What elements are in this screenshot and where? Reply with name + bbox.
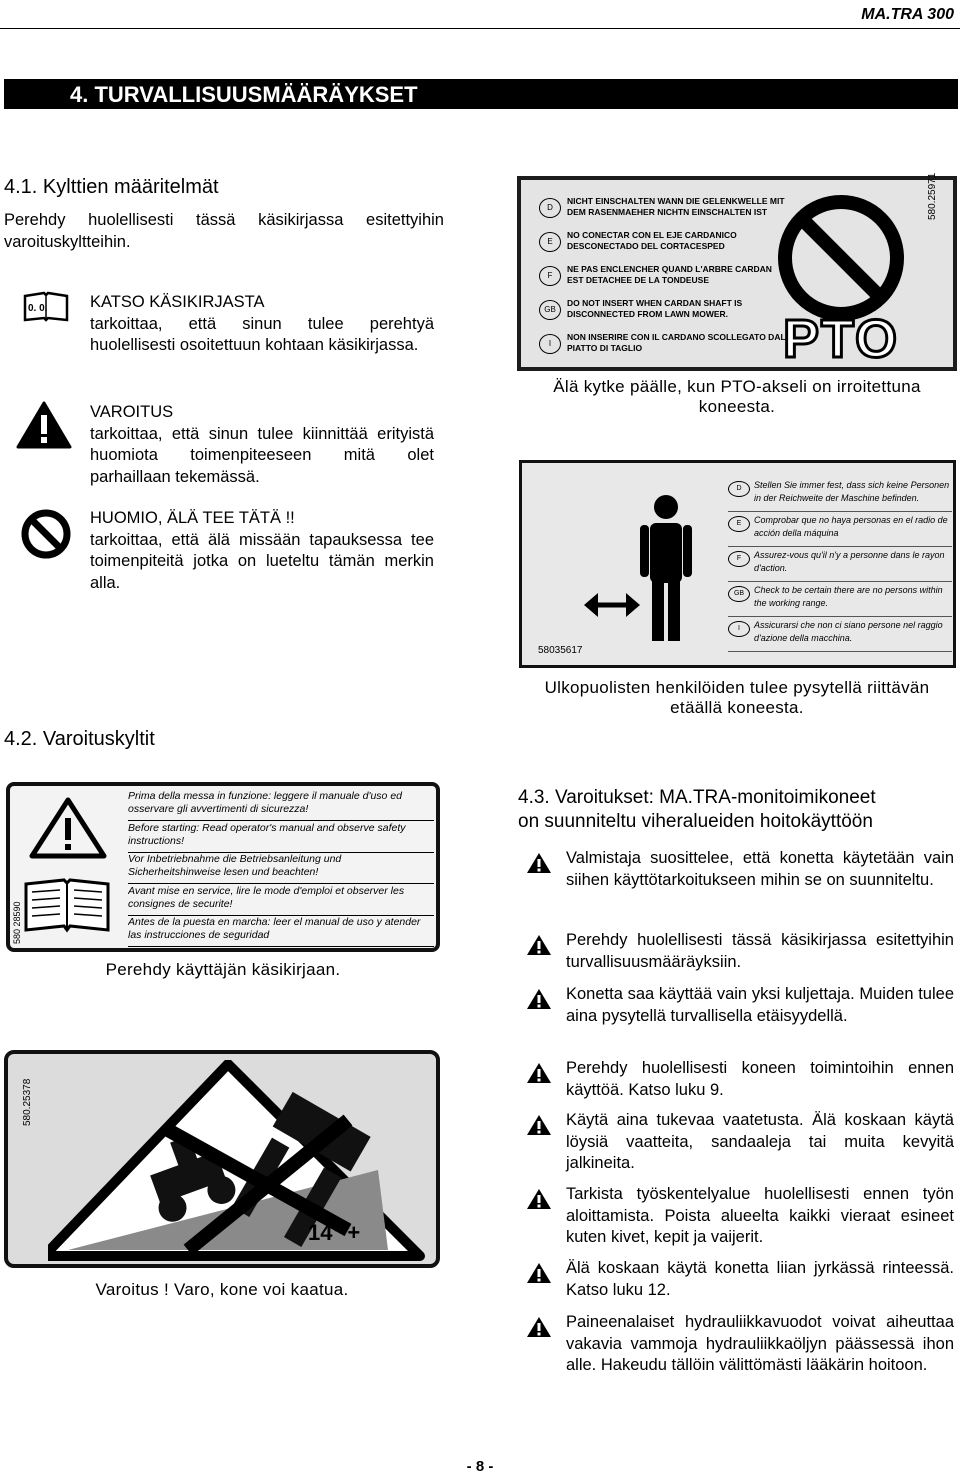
language-code-badge: GB <box>728 586 750 602</box>
warning-bullet-text: Perehdy huolellisesti tässä käsikirjassa esitettyihin turvallisuusmääräyksiin. <box>566 931 954 971</box>
distance-line-text: Stellen Sie immer fest, dass sich keine Personen in der Reichweite der Maschine befinden. <box>754 480 950 503</box>
subsection-4-1-title: 4.1. Kylttien määritelmät <box>4 176 219 198</box>
manual-sign-caption: Perehdy käyttäjän käsikirjaan. <box>105 960 341 979</box>
distance-sign-caption: Ulkopuolisten henkilöiden tulee pysytellä riittävän etäällä koneesta. <box>544 678 930 717</box>
manual-warning-sign <box>6 782 440 952</box>
distance-sign-line <box>728 512 952 547</box>
subsection-4-3-title-line1: 4.3. Varoitukset: MA.TRA-monitoimikoneet <box>518 787 876 808</box>
warning-bullet-text: Perehdy huolellisesti koneen toimintoihin ennen käyttöä. Katso luku 9. <box>566 1059 954 1099</box>
warning-triangle-icon <box>526 1114 552 1136</box>
distance-sign-lines <box>728 477 952 659</box>
distance-sign-line <box>728 477 952 512</box>
distance-part-number: 58035617 <box>538 645 583 656</box>
warning-triangle-icon <box>526 934 552 956</box>
warning-triangle-icon <box>526 1188 552 1210</box>
item-2-text: tarkoittaa, että sinun tulee kiinnittää erityistä huomiota toimenpiteeseen mitä olet parhaillaan tekemässä. <box>90 424 434 486</box>
manual-part-number: 580 28590 <box>12 901 22 944</box>
item-2 <box>90 402 434 488</box>
subsection-4-3-title <box>518 786 958 834</box>
manual-sign-lines <box>128 790 434 948</box>
section-title-bar <box>4 79 958 109</box>
tipover-sign-caption: Varoitus ! Varo, kone voi kaatua. <box>95 1280 349 1299</box>
pto-big-label: PTO <box>783 309 900 369</box>
language-code-badge: D <box>539 198 561 218</box>
item-2-title: VAROITUS <box>90 403 174 421</box>
warning-triangle-icon <box>526 1262 552 1284</box>
distance-warning-sign <box>519 460 956 668</box>
tipover-warning-sign <box>4 1050 440 1268</box>
section-title: 4. TURVALLISUUSMÄÄRÄYKSET <box>70 82 418 107</box>
manual-sign-line: Antes de la puesta en marcha: leer el manual de uso y atender las instrucciones de seguridad <box>128 916 434 947</box>
item-1 <box>90 292 434 357</box>
item-3-title: HUOMIO, ÄLÄ TEE TÄTÄ !! <box>90 509 295 527</box>
pto-sign-line <box>539 194 789 226</box>
item-3-text: tarkoittaa, että älä missään tapauksessa tee toimenpiteitä jotka on lueteltu tämän merkin alla. <box>90 530 434 592</box>
distance-line-text: Comprobar que no haya personas en el radio de acción della máquina <box>754 515 948 538</box>
pto-sign-caption: Älä kytke päälle, kun PTO-akseli on irroitettuna koneesta. <box>553 377 921 416</box>
pto-line-text: NON INSERIRE CON IL CARDANO SCOLLEGATO DAL PIATTO DI TAGLIO <box>567 332 786 353</box>
page-number: - 8 - <box>466 1458 494 1475</box>
pto-line-text: NE PAS ENCLENCHER QUAND L'ARBRE CARDAN EST DETACHEE DE LA TONDEUSE <box>567 264 772 285</box>
pto-sign-line <box>539 296 789 328</box>
pto-line-text: DO NOT INSERT WHEN CARDAN SHAFT IS DISCONNECTED FROM LAWN MOWER. <box>567 298 743 319</box>
distance-sign-line <box>728 547 952 582</box>
distance-sign-line <box>728 582 952 617</box>
warning-bullet-text: Älä koskaan käytä konetta liian jyrkässä rinteessä. Katso luku 12. <box>566 1259 954 1299</box>
item-1-title: KATSO KÄSIKIRJASTA <box>90 293 265 311</box>
tipover-angle-label: 14° + <box>308 1220 361 1245</box>
language-code-badge: E <box>539 232 561 252</box>
language-code-badge: GB <box>539 300 561 320</box>
subsection-4-2-title: 4.2. Varoituskyltit <box>4 728 155 750</box>
item-3 <box>90 508 434 594</box>
warning-bullet-text: Valmistaja suosittelee, että konetta käytetään vain siihen käyttötarkoitukseen mihin se on suunniteltu. <box>566 849 954 889</box>
tipover-part-number: 580.25378 <box>22 1078 33 1126</box>
manual-sign-line: Prima della messa in funzione: leggere il manuale d'uso ed osservare gli avvertimenti di sicurezza! <box>128 790 434 821</box>
warning-bullet-text: Tarkista työskentelyalue huolellisesti ennen työn aloittamista. Poista alueelta kaikki vieraat esineet kuten kivet, kepit ja vaijerit. <box>566 1185 954 1246</box>
pto-warning-sign <box>517 172 957 371</box>
distance-sign-line <box>728 617 952 652</box>
warning-triangle-icon <box>526 988 552 1010</box>
pto-sign-line <box>539 228 789 260</box>
subsection-4-3-title-line2: on suunniteltu viheralueiden hoitokäyttöön <box>518 811 873 832</box>
pto-line-text: NICHT EINSCHALTEN WANN DIE GELENKWELLE MIT DEM RASENMAEHER NICHTN EINSCHALTEN IST <box>567 196 785 217</box>
manual-sign-line: Before starting: Read operator's manual and observe safety instructions! <box>128 822 434 853</box>
warning-bullet-text: Paineenalaiset hydrauliikkavuodot voivat aiheuttaa vakavia vammoja hydrauliikkaöljyn päässessä ihon alle. Hakeudu tällöin välittömästi lääkärin hoitoon. <box>566 1313 954 1374</box>
language-code-badge: I <box>539 334 561 354</box>
manual-sign-line: Avant mise en service, lire le mode d'emploi et observer les consignes de securite! <box>128 885 434 916</box>
language-code-badge: E <box>728 516 750 532</box>
distance-line-text: Check to be certain there are no persons within the working range. <box>754 585 943 608</box>
warning-triangle-icon <box>526 1062 552 1084</box>
language-code-badge: D <box>728 481 750 497</box>
language-code-badge: F <box>728 551 750 567</box>
prohibition-icon <box>20 508 72 560</box>
pto-sign-line <box>539 330 789 362</box>
manual-icon-label: 0. 0. <box>28 303 48 314</box>
warning-bullet-text: Konetta saa käyttää vain yksi kuljettaja. Muiden tulee aina pysytellä turvallisella etäisyydellä. <box>566 985 954 1025</box>
distance-line-text: Assicurarsi che non ci siano persone nel raggio d'azione della macchina. <box>754 620 943 643</box>
warning-triangle-icon <box>526 1316 552 1338</box>
header-rule <box>0 28 960 29</box>
document-code: MA.TRA 300 <box>861 6 954 23</box>
distance-line-text: Assurez-vous qu'il n'y a personne dans le rayon d'action. <box>754 550 945 573</box>
subsection-4-1-intro: Perehdy huolellisesti tässä käsikirjassa esitettyihin varoituskyltteihin. <box>4 211 444 251</box>
warning-bullet-text: Käytä aina tukevaa vaatetusta. Älä koskaan käytä löysiä vaatteita, sandaaleja tai muita kevyitä jalkineita. <box>566 1111 954 1172</box>
language-code-badge: I <box>728 621 750 637</box>
item-1-text: tarkoittaa, että sinun tulee perehtyä huolellisesti osoitettuun kohtaan käsikirjassa. <box>90 314 434 354</box>
warning-triangle-icon <box>526 852 552 874</box>
pto-line-text: NO CONECTAR CON EL EJE CARDANICO DESCONECTADO DEL CORTACESPED <box>567 230 737 251</box>
pto-part-number: 580.25971 <box>927 172 938 220</box>
warning-triangle-icon <box>16 400 72 450</box>
manual-book-icon <box>22 290 70 324</box>
pto-sign-line <box>539 262 789 294</box>
language-code-badge: F <box>539 266 561 286</box>
manual-sign-line: Vor Inbetriebnahme die Betriebsanleitung und Sicherheitshinweise lesen und beachten! <box>128 853 434 884</box>
